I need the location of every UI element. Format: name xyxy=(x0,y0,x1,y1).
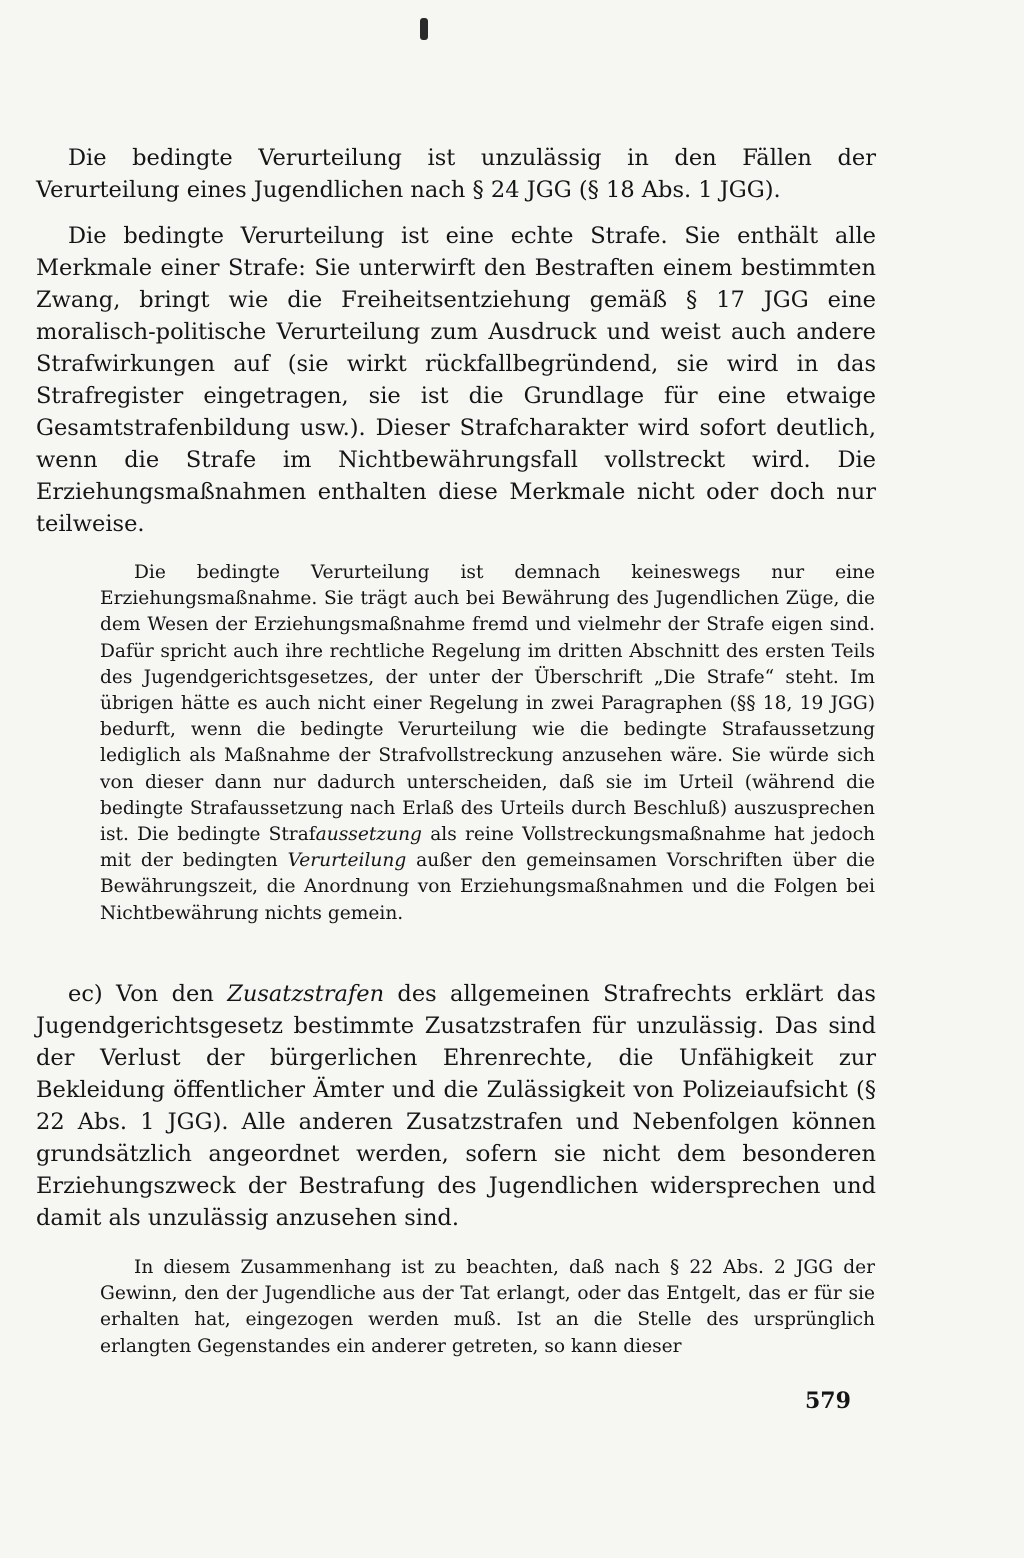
paragraph-text: ec) Von den xyxy=(68,981,228,1007)
paragraph-text: Die bedingte Verurteilung ist unzulässig in den Fällen der Verurteilung eines Jugendlichen nach § 24 JGG (§ 18 Abs. 1 JGG). xyxy=(36,145,876,203)
emphasis-verurteilung: Verurteilung xyxy=(287,850,407,872)
note-text: In diesem Zusammenhang ist zu beachten, daß nach § 22 Abs. 2 JGG der Gewinn, den der Jugendliche aus der Tat erlangt, oder das Entgelt, das er für sie erhalten hat, eingezogen werden muß. Ist an die Stelle des ursprünglich erlangten Gegenstandes ein anderer getreten, so kann dieser xyxy=(100,1257,875,1357)
small-print-note-einziehung xyxy=(100,1255,875,1360)
paragraph-text: Die bedingte Verurteilung ist eine echte Strafe. Sie enthält alle Merkmale einer Strafe: Sie unterwirft den Bestraften einem bestimmten Zwang, bringt wie die Freiheitsentziehung gemäß § 17 JGG eine moralisch-politische Verurteilung zum Ausdruck und weist auch andere Strafwirkungen auf (sie wirkt rückfallbegründend, sie wird in das Strafregister eingetragen, sie ist die Grundlage für eine etwaige Gesamtstrafenbildung usw.). Dieser Strafcharakter wird sofort deutlich, wenn die Strafe im Nichtbewährungsfall vollstreckt wird. Die Erziehungsmaßnahmen enthalten diese Merkmale nicht oder doch nur teilweise. xyxy=(36,223,876,537)
paragraph-zusatzstrafen xyxy=(36,978,876,1234)
emphasis-aussetzung: aussetzung xyxy=(315,824,422,846)
note-text: außer den gemeinsamen Vorschriften über die Bewährungszeit, die Anordnung von Erziehungsmaßnahmen und die Folgen bei Nichtbewährung nichts gemein. xyxy=(100,850,875,924)
paragraph-text: des allgemeinen Strafrechts erklärt das Jugendgerichtsgesetz bestimmte Zusatzstrafen für unzulässig. Das sind der Verlust der bürgerlichen Ehrenrechte, die Unfähigkeit zur Bekleidung öffentlicher Ämter und die Zulässigkeit von Polizeiaufsicht (§ 22 Abs. 1 JGG). Alle anderen Zusatzstrafen und Nebenfolgen können grundsätzlich angeordnet werden, sofern sie nicht dem besonderen Erziehungszweck der Bestrafung des Jugendlichen widersprechen und damit als unzulässig anzusehen sind. xyxy=(36,981,876,1231)
small-print-note-erziehungsmassnahme xyxy=(100,560,875,927)
note-text: Die bedingte Verurteilung ist demnach keineswegs nur eine Erziehungsmaßnahme. Sie trägt auch bei Bewährung des Jugendlichen Züge, die dem Wesen der Erziehungsmaßnahme fremd und vielmehr der Strafe eigen sind. Dafür spricht auch ihre rechtliche Regelung im dritten Abschnitt des ersten Teils des Jugendgerichtsgesetzes, der unter der Überschrift „Die Strafe“ steht. Im übrigen hätte es auch nicht einer Regelung in zwei Paragraphen (§§ 18, 19 JGG) bedurft, wenn die bedingte Verurteilung wie die bedingte Strafaussetzung lediglich als Maßnahme der Strafvollstreckung anzusehen wäre. Sie würde sich von dieser dann nur dadurch unterscheiden, daß sie im Urteil (während die bedingte Strafaussetzung nach Erlaß des Urteils durch Beschluß) auszusprechen ist. Die bedingte Straf xyxy=(100,562,875,846)
print-mark xyxy=(420,18,428,40)
page-number: 579 xyxy=(805,1388,851,1414)
paragraph-echte-strafe xyxy=(36,220,876,540)
note-text: als reine Vollstreckungsmaßnahme hat jedoch mit der bedingten xyxy=(100,824,875,872)
emphasis-zusatzstrafen: Zusatzstrafen xyxy=(227,981,385,1007)
paragraph-unzulaessigkeit xyxy=(36,142,876,206)
